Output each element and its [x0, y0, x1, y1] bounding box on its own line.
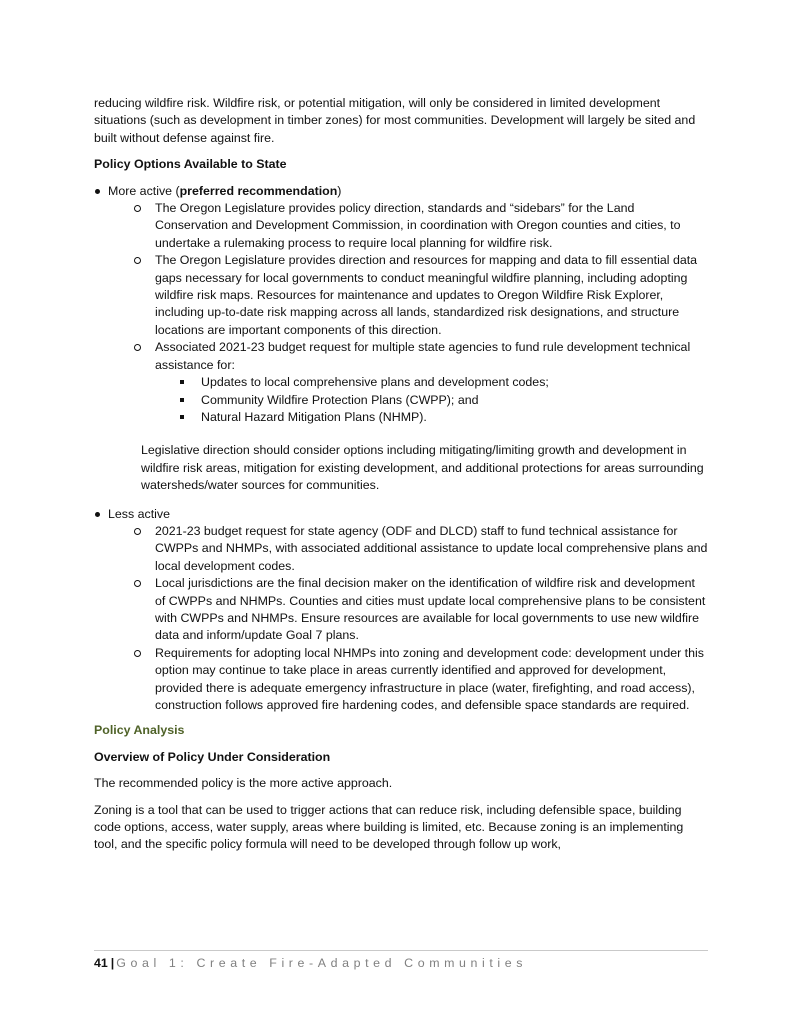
page-number: 41 [94, 956, 108, 970]
zoning-paragraph: Zoning is a tool that can be used to trigger actions that can reduce risk, including defensible space, building code options, access, water supply, areas where building is limited, etc. Because zoning is an implementing tool, and the specific policy formula will need to be developed through follow up work, [94, 802, 684, 852]
list-item: Updates to local comprehensive plans and development codes; [201, 374, 708, 391]
more-active-label: More active (preferred recommendation) [108, 183, 342, 198]
page-footer [94, 955, 527, 971]
overview-heading: Overview of Policy Under Consideration [94, 749, 331, 764]
list-item: Requirements for adopting local NHMPs into zoning and development code: development under this option may continue to take place in areas currently identified and approved for development, provided there is adequate emergency infrastructure in place (water, firefighting, and road access), construction follows approved fire hardening codes, and defensible space standards are required. [155, 645, 708, 715]
less-active-label: Less active [108, 506, 170, 521]
less-active-option [94, 506, 708, 715]
policy-options-heading: Policy Options Available to State [94, 157, 287, 172]
policy-analysis-heading: Policy Analysis [94, 723, 185, 738]
list-item: Local jurisdictions are the final decision maker on the identification of wildfire risk and development of CWPPs and NHMPs. Counties and cities must update local comprehensive plans to be consistent with CWPPs and NHMPs. Ensure resources are available for local governments to use new wildfire data and inform/update Goal 7 plans. [155, 575, 708, 645]
list-item: Natural Hazard Mitigation Plans (NHMP). [201, 409, 708, 426]
recommended-policy-sentence: The recommended policy is the more active approach. [94, 776, 393, 791]
budget-subitems [155, 374, 708, 426]
footer-separator: | [110, 956, 115, 970]
policy-options-list [94, 183, 708, 715]
preferred-recommendation: preferred recommendation [179, 183, 338, 198]
page-content [94, 95, 708, 854]
list-item: Community Wildfire Protection Plans (CWPP); and [201, 392, 708, 409]
list-item: The Oregon Legislature provides direction and resources for mapping and data to fill essential data gaps necessary for local governments to conduct meaningful wildfire planning, including adopting wildfire risk maps. Resources for maintenance and updates to Oregon Wildfire Risk Explorer, including up-to-date risk mapping across all lands, standardized risk designations, and structure locations are important components of this direction. [155, 252, 708, 339]
list-item: The Oregon Legislature provides policy direction, standards and “sidebars” for the Land Conservation and Development Commission, in coordination with Oregon counties and cities, to undertake a rulemaking process to require local planning for wildfire risk. [155, 200, 708, 252]
list-item: 2021-23 budget request for state agency (ODF and DLCD) staff to fund technical assistance for CWPPs and NHMPs, with associated additional assistance to update local comprehensive plans and local development codes. [155, 523, 708, 575]
more-active-items [108, 200, 708, 426]
list-item: Associated 2021-23 budget request for multiple state agencies to fund rule development technical assistance for: Updates to local comprehensive plans and development codes; Community Wildfire Protection Plans (CWPP); and Natural Hazard Mitigation Plans (NHMP). [155, 339, 708, 426]
less-active-items [108, 523, 708, 714]
footer-divider [94, 950, 708, 951]
footer-goal-title: Goal 1: Create Fire-Adapted Communities [116, 956, 528, 970]
legislative-direction-note: Legislative direction should consider options including mitigating/limiting growth and development in wildfire risk areas, mitigation for existing development, and additional protections for areas surrounding watersheds/water sources for communities. [141, 443, 704, 493]
more-active-option [94, 183, 708, 495]
intro-paragraph: reducing wildfire risk. Wildfire risk, or potential mitigation, will only be considered in limited development situations (such as development in timber zones) for most communities. Development will largely be sited and built without defense against fire. [94, 96, 696, 145]
